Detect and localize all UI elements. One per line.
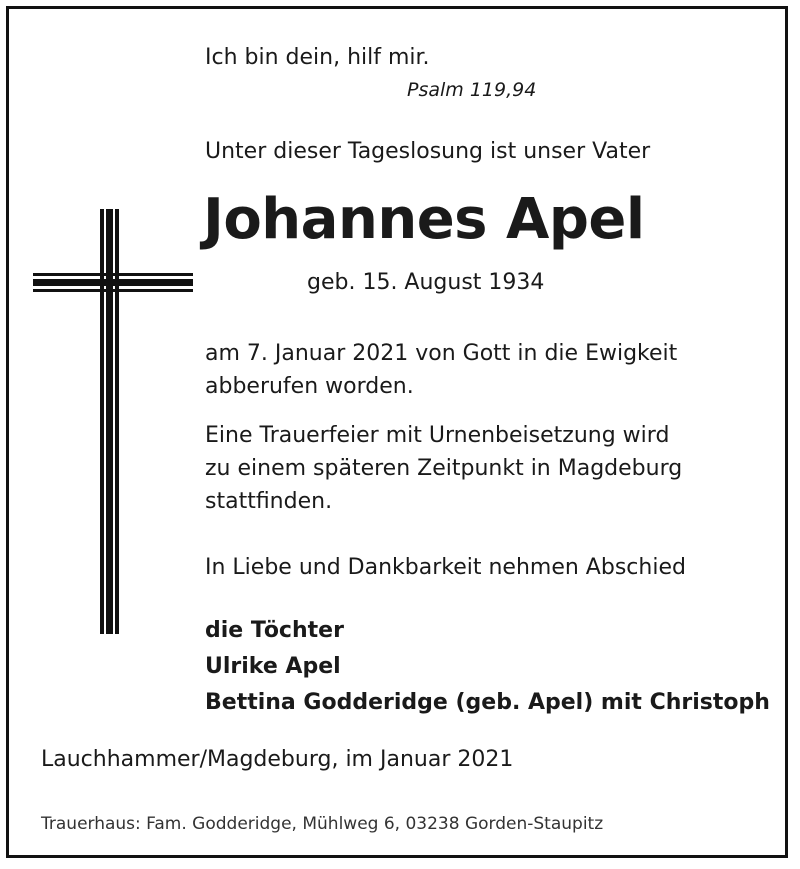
death-line: am 7. Januar 2021 von Gott in die Ewigkeit <box>205 341 678 366</box>
mourner: die Töchter <box>205 618 344 643</box>
farewell-text: In Liebe und Dankbarkeit nehmen Abschied <box>205 555 686 580</box>
intro-text: Unter dieser Tageslosung ist unser Vater <box>205 139 651 164</box>
mourners-list <box>205 613 770 721</box>
mourner: Bettina Godderidge (geb. Apel) mit Christoph <box>205 690 770 715</box>
place-date: Lauchhammer/Magdeburg, im Januar 2021 <box>41 747 514 772</box>
obituary-notice <box>6 6 788 858</box>
funeral-text <box>205 419 775 518</box>
bible-verse: Ich bin dein, hilf mir. <box>205 45 430 70</box>
funeral-line: zu einem späteren Zeitpunkt in Magdeburg <box>205 456 683 481</box>
funeral-line: Eine Trauerfeier mit Urnenbeisetzung wird <box>205 423 670 448</box>
mourner: Ulrike Apel <box>205 654 341 679</box>
death-text <box>205 337 785 403</box>
death-line: abberufen worden. <box>205 374 414 399</box>
deceased-name: Johannes Apel <box>203 187 645 252</box>
birth-date: geb. 15. August 1934 <box>307 270 545 295</box>
mourning-house: Trauerhaus: Fam. Godderidge, Mühlweg 6, 03238 Gorden-Staupitz <box>41 814 604 834</box>
verse-reference: Psalm 119,94 <box>407 79 537 101</box>
funeral-line: stattfinden. <box>205 489 333 514</box>
cross-icon <box>33 209 193 634</box>
